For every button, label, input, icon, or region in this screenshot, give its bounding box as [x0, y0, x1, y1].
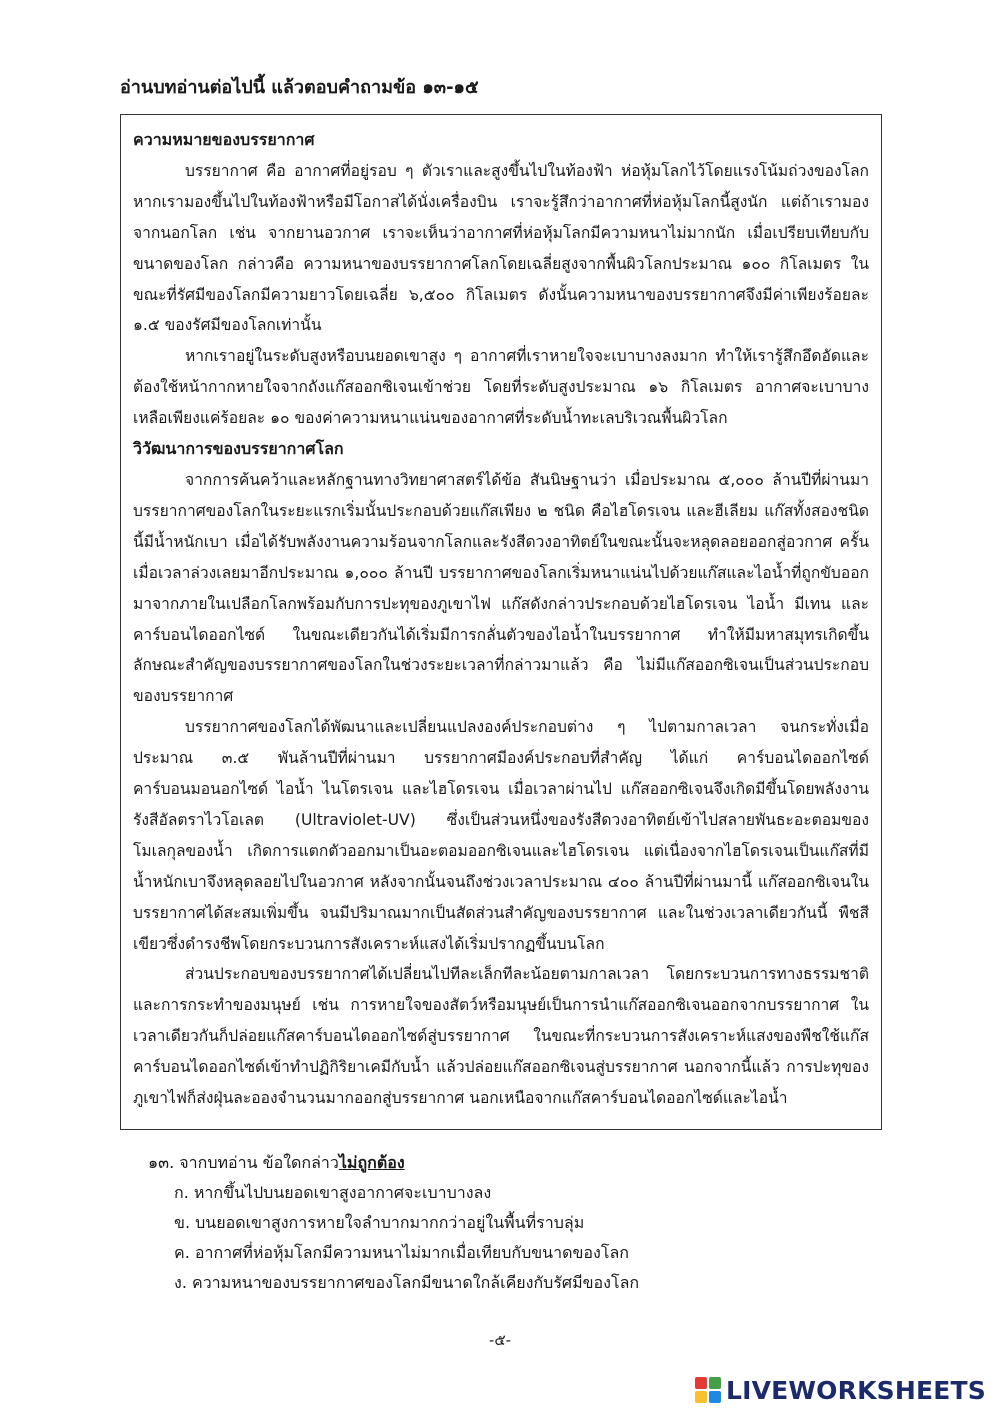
- question-text: จากบทอ่าน ข้อใดกล่าว: [179, 1153, 339, 1172]
- question-number: ๑๓.: [148, 1153, 175, 1172]
- liveworksheets-logo-text: LIVEWORKSHEETS: [725, 1375, 986, 1405]
- liveworksheets-logo-icon: [695, 1377, 721, 1403]
- passage-paragraph: ส่วนประกอบของบรรยากาศได้เปลี่ยนไปทีละเล็กทีละน้อยตามกาลเวลา โดยกระบวนการทางธรรมชาติและการกระทำของมนุษย์ เช่น การหายใจของสัตว์หรือมนุษย์เป็นการนำแก๊สออกซิเจนออกจากบรรยากาศ ในเวลาเดียวกันก็ปล่อยแก๊สคาร์บอนไดออกไซด์สู่บรรยากาศ ในขณะที่กระบวนการสังเคราะห์แสงของพืชใช้แก๊สคาร์บอนไดออกไซด์เข้าทำปฏิกิริยาเคมีกับน้ำ แล้วปล่อยแก๊สออกซิเจนสู่บรรยากาศ นอกจากนี้แล้ว การปะทุของภูเขาไฟก็ส่งฝุ่นละอองจำนวนมากออกสู่บรรยากาศ นอกเหนือจากแก๊สคาร์บอนไดออกไซด์และไอน้ำ: [133, 965, 869, 1108]
- section-heading: วิวัฒนาการของบรรยากาศโลก: [133, 439, 344, 459]
- question-stem: [148, 1148, 848, 1178]
- worksheet-instruction: อ่านบทอ่านต่อไปนี้ แล้วตอบคำถามข้อ ๑๓-๑๕: [120, 77, 479, 98]
- answer-choice-c[interactable]: ค. อากาศที่ห่อหุ้มโลกมีความหนาไม่มากเมื่อเทียบกับขนาดของโลก: [174, 1243, 629, 1262]
- logo-tile-red: [695, 1377, 707, 1389]
- reading-passage: [120, 114, 882, 1130]
- passage-paragraph: บรรยากาศของโลกได้พัฒนาและเปลี่ยนแปลงองค์ประกอบต่าง ๆ ไปตามกาลเวลา จนกระทั่งเมื่อประมาณ ๓.๕ พันล้านปีที่ผ่านมา บรรยากาศมีองค์ประกอบที่สำคัญ ได้แก่ คาร์บอนไดออกไซด์ คาร์บอนมอนอกไซด์ ไอน้ำ ไนโตรเจน และไฮโดรเจน เมื่อเวลาผ่านไป แก๊สออกซิเจนจึงเกิดมีขึ้นโดยพลังงานรังสีอัลตราไวโอเลต (Ultraviolet-UV) ซึ่งเป็นส่วนหนึ่งของรังสีดวงอาทิตย์เข้าไปสลายพันธะอะตอมของโมเลกุลของน้ำ เกิดการแตกตัวออกมาเป็นอะตอมออกซิเจนและไฮโดรเจน แต่เนื่องจากไฮโดรเจนเป็นแก๊สที่มีน้ำหนักเบาจึงหลุดลอยไปในอวกาศ หลังจากนั้นจนถึงช่วงเวลาประมาณ ๔๐๐ ล้านปีที่ผ่านมานี้ แก๊สออกซิเจนในบรรยากาศได้สะสมเพิ่มขึ้น จนมีปริมาณมากเป็นสัดส่วนสำคัญของบรรยากาศ และในช่วงเวลาเดียวกันนี้ พืชสีเขียวซึ่งดำรงชีพโดยกระบวนการสังเคราะห์แสงได้เริ่มปรากฏขึ้นบนโลก: [133, 718, 869, 953]
- logo-tile-blue: [709, 1391, 721, 1403]
- passage-paragraph: จากการค้นคว้าและหลักฐานทางวิทยาศาสตร์ได้ข้อ สันนิษฐานว่า เมื่อประมาณ ๕,๐๐๐ ล้านปีที่ผ่านมา บรรยากาศของโลกในระยะแรกเริ่มนั้นประกอบด้วยแก๊สเพียง ๒ ชนิด คือไฮโดรเจน และฮีเลียม แก๊สทั้งสองชนิดนี้มีน้ำหนักเบา เมื่อได้รับพลังงานความร้อนจากโลกและรังสีดวงอาทิตย์ในขณะนั้นจะหลุดลอยออกสู่อวกาศ ครั้นเมื่อเวลาล่วงเลยมาอีกประมาณ ๑,๐๐๐ ล้านปี บรรยากาศของโลกเริ่มหนาแน่นไปด้วยแก๊สและไอน้ำที่ถูกขับออกมาจากภายในเปลือกโลกพร้อมกับการปะทุของภูเขาไฟ แก๊สดังกล่าวประกอบด้วยไฮโดรเจน ไอน้ำ มีเทน และคาร์บอนไดออกไซด์ ในขณะเดียวกันได้เริ่มมีการกลั่นตัวของไอน้ำในบรรยากาศ ทำให้มีมหาสมุทรเกิดขึ้น ลักษณะสำคัญของบรรยากาศของโลกในช่วงระยะเวลาที่กล่าวมาแล้ว คือ ไม่มีแก๊สออกซิเจนเป็นส่วนประกอบของบรรยากาศ: [133, 470, 869, 706]
- passage-paragraph: หากเราอยู่ในระดับสูงหรือบนยอดเขาสูง ๆ อากาศที่เราหายใจจะเบาบางลงมาก ทำให้เรารู้สึกอึดอัดและต้องใช้หน้ากากหายใจจากถังแก๊สออกซิเจนเข้าช่วย โดยที่ระดับสูงประมาณ ๑๖ กิโลเมตร อากาศจะเบาบางเหลือเพียงแค่ร้อยละ ๑๐ ของค่าความหนาแน่นของอากาศที่ระดับน้ำทะเลบริเวณพื้นผิวโลก: [133, 347, 869, 428]
- answer-choice-d[interactable]: ง. ความหนาของบรรยากาศของโลกมีขนาดใกล้เคียงกับรัศมีของโลก: [174, 1273, 640, 1292]
- logo-tile-green: [709, 1377, 721, 1389]
- answer-choice-b[interactable]: ข. บนยอดเขาสูงการหายใจลำบากมากกว่าอยู่ในพื้นที่ราบลุ่ม: [174, 1213, 585, 1232]
- liveworksheets-logo[interactable]: [695, 1374, 986, 1406]
- question-13: [148, 1148, 848, 1298]
- passage-paragraph: บรรยากาศ คือ อากาศที่อยู่รอบ ๆ ตัวเราและสูงขึ้นไปในท้องฟ้า ห่อหุ้มโลกไว้โดยแรงโน้มถ่วงของโลก หากเรามองขึ้นไปในท้องฟ้าหรือมีโอกาสได้นั่งเครื่องบิน เราจะรู้สึกว่าอากาศที่ห่อหุ้มโลกนี้สูงนัก แต่ถ้าเรามองจากนอกโลก เช่น จากยานอวกาศ เราจะเห็นว่าอากาศที่ห่อหุ้มโลกมีความหนาไม่มากนัก เมื่อเปรียบเทียบกับขนาดของโลก กล่าวคือ ความหนาของบรรยากาศโลกโดยเฉลี่ยสูงจากพื้นผิวโลกประมาณ ๑๐๐ กิโลเมตร ในขณะที่รัศมีของโลกมีความยาวโดยเฉลี่ย ๖,๕๐๐ กิโลเมตร ดังนั้นความหนาของบรรยากาศจึงมีค่าเพียงร้อยละ ๑.๕ ของรัศมีของโลกเท่านั้น: [133, 161, 869, 335]
- page-number: -๕-: [488, 1331, 512, 1349]
- logo-tile-yellow: [695, 1391, 707, 1403]
- answer-choice-a[interactable]: ก. หากขึ้นไปบนยอดเขาสูงอากาศจะเบาบางลง: [174, 1183, 492, 1202]
- section-heading: ความหมายของบรรยากาศ: [133, 130, 315, 149]
- question-emphasis: ไม่ถูกต้อง: [338, 1153, 405, 1172]
